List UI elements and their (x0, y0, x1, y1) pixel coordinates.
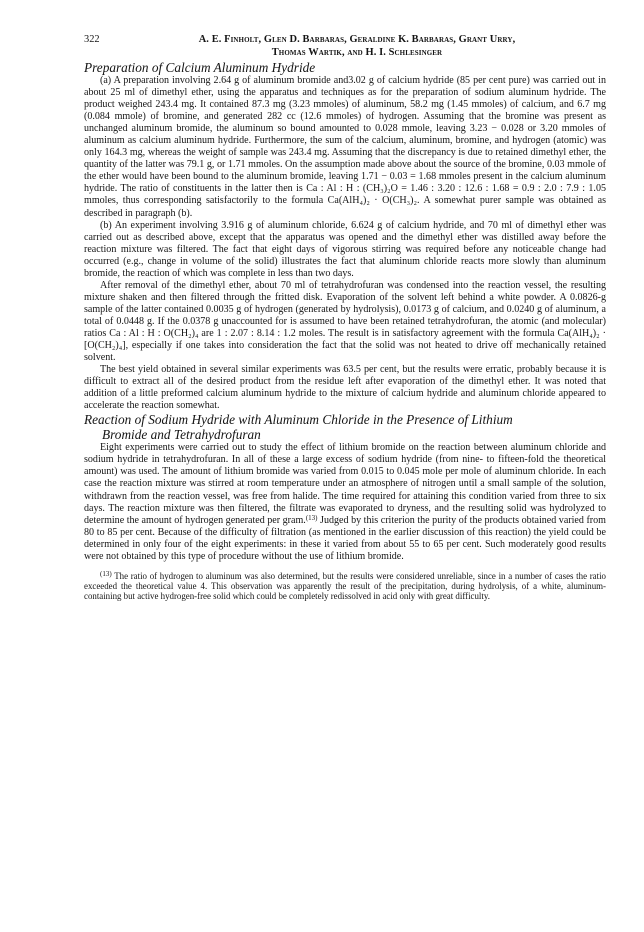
paragraph-a: (a) A preparation involving 2.64 g of aluminum bromide and3.02 g of calcium hydride (85 per cent pure) was carried out in about 25 ml of dimethyl ether, using the apparatus and techniques as for the preparation of sodium aluminum hydride. The product weighed 243.4 mg. It contained 87.3 mg (3.23 mmoles) of aluminum, 58.2 mg (1.45 mmoles) of calcium, and 6.7 mg (0.084 mmole) of bromine, and generated 282 cc (12.6 mmoles) of hydrogen. Assuming that the bromine was present as unchanged aluminum bromide, the aluminum so bound amounted to 0.028 mmole, leaving 3.23 − 0.028 or 3.20 mmoles of aluminum as calcium aluminum hydride. Furthermore, the sum of the calcium, aluminum, bromine, and hydrogen (atomic) was only 164.3 mg, whereas the weight of sample was 243.4 mg. Assuming that the discrepancy is due to retained dimethyl ether, the quantity of the latter was 79.1 g, or 1.71 mmoles. On the assumption made above about the source of the bromine, 0.03 mmole of the ether would have been bound to the aluminum bromide, leaving 1.71 − 0.03 = 1.68 mmoles present in the calcium aluminum hydride. The ratio of constituents in the latter then is Ca : Al : H : (CH₃)₂O = 1.46 : 3.20 : 12.6 : 1.68 = 0.9 : 2.0 : 7.9 : 1.05 mmoles, thus corresponding satisfactorily to the formula Ca(AlH₄)₂ · O(CH₃)₂. A somewhat purer sample was obtained as described in paragraph (b). (84, 75, 606, 219)
paragraph-best-yield: The best yield obtained in several similar experiments was 63.5 per cent, but the results were erratic, probably because it is difficult to extract all of the desired product from the residue left after evaporation of the dimethyl ether. It was noted that addition of a little preformed calcium aluminum hydride to the mixture of calcium hydride and aluminum chloride appeared to accelerate the reaction somewhat. (84, 364, 606, 412)
authors-line-2: Thomas Wartik, and H. I. Schlesinger (271, 46, 443, 58)
paragraph-tetrahydrofuran: After removal of the dimethyl ether, about 70 ml of tetrahydrofuran was condensed into the reaction vessel, the resulting mixture shaken and then filtered through the fritted disk. Evaporation of the solvent left behind a white powder. A 0.0826-g sample of the latter contained 0.0035 g of hydrogen (generated by hydrolysis), 0.0173 g of calcium, and 0.0240 g of aluminum, a total of 0.0448 g. If the 0.0378 g unaccounted for is assumed to have been retained tetrahydrofuran, the atomic (and molecular) ratios Ca : Al : H : O(CH₂)₄ are 1 : 2.07 : 8.14 : 1.2 moles. The result is in satisfactory agreement with the formula Ca(AlH₄)₂ · [O(CH₂)₄], especially if one takes into consideration the fact that the solid was not heated to drive off mechanically retained solvent. (84, 279, 606, 364)
page-number: 322 (84, 34, 100, 45)
footnote-mark: (13) (100, 569, 112, 578)
section-heading-line-2: Bromide and Tetrahydrofuran (102, 427, 261, 443)
running-header (84, 34, 606, 60)
section-heading-line-1: Reaction of Sodium Hydride with Aluminum Chloride in the Presence of Lithium (84, 412, 513, 428)
paragraph-eight-experiments (84, 442, 606, 562)
authors-line-1: A. E. Finholt, Glen D. Barbaras, Geraldine K. Barbaras, Grant Urry, (198, 34, 516, 45)
footnote-text: The ratio of hydrogen to aluminum was also determined, but the results were considered unreliable, since in a number of cases the ratio exceeded the theoretical value 4. This observation was apparently the result of the precipitation, during hydrolysis, of a white, aluminum-containing but active hydrogen-free solid which could be completely redissolved in acid only with great difficulty. (84, 570, 606, 602)
paragraph-text-before-ref: Eight experiments were carried out to study the effect of lithium bromide on the reaction between aluminum chloride and sodium hydride in tetrahydrofuran. In all of these a large excess of sodium hydride (from nine- to fifteen-fold the theoretical amount) was used. The amount of lithium bromide was varied from 0.015 to 0.045 mole per mole of aluminum chloride. In each case the reaction mixture was stirred at room temperature under an atmosphere of nitrogen until a small sample of the solution, withdrawn from the reaction vessel, was free from halide. The time required for attaining this condition varied from three to six days. The reaction mixture was then filtered, the filtrate was evaporated to dryness, and the resulting solid was hydrolyzed to determine the amount of hydrogen generated per gram. (84, 442, 606, 526)
section-heading-calcium-aluminum-hydride: Preparation of Calcium Aluminum Hydride (84, 60, 316, 75)
footnote (84, 571, 606, 602)
footnote-reference: (13) (305, 513, 318, 522)
paragraph-text-after-ref: Judged by this criterion the purity of the products obtained varied from 80 to 85 per cent. Because of the difficulty of filtration (as mentioned in the earlier discussion of this reaction) the yield could be determined in only four of the eight experiments: in these it varied from about 55 to 65 per cent. Such moderately good results were not obtained by this type of procedure without the use of lithium bromide. (84, 514, 606, 562)
section-heading-sodium-hydride-reaction (84, 412, 606, 442)
paragraph-b: (b) An experiment involving 3.916 g of aluminum chloride, 6.624 g of calcium hydride, and 70 ml of dimethyl ether was carried out as described above, except that the apparatus was opened and the dimethyl ether was distilled away before the reaction mixture was filtered. The fact that eight days of vigorous stirring was required before any noticeable change had occurred (e.g., change in volume of the solid) illustrates the fact that aluminum chloride reacts more slowly than aluminum bromide, the reaction of which was complete in less than two days. (84, 219, 606, 279)
